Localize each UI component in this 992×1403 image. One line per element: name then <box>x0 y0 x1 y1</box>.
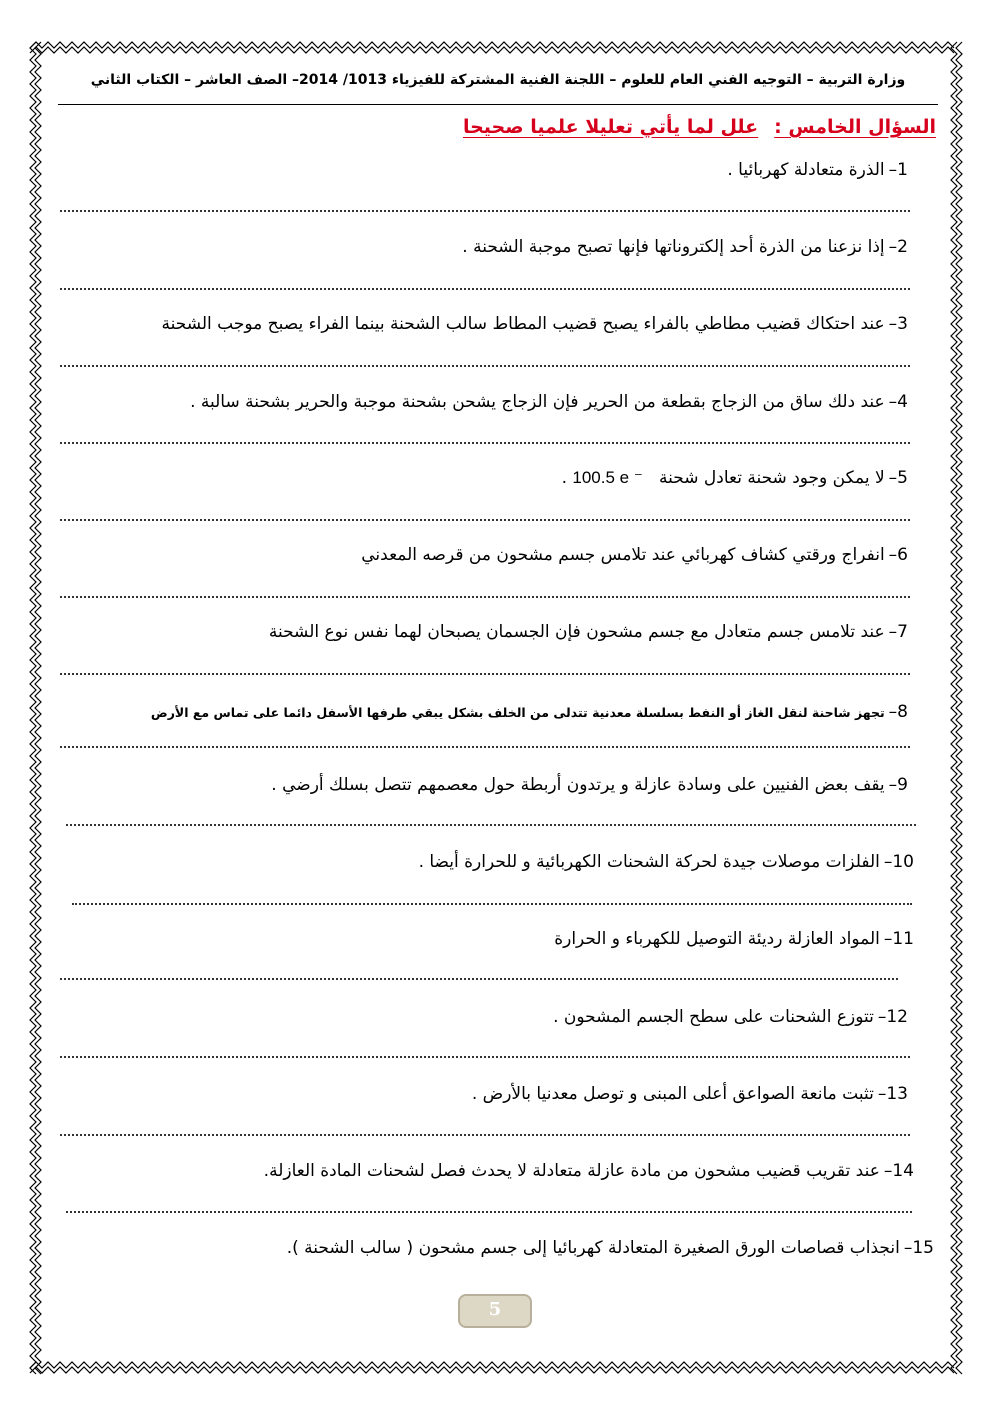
question-8: 8–تجهز شاحنة لنقل الغاز أو النفط بسلسلة معدنية تتدلى من الخلف بشكل يبقي طرفها الأسفل دائما على تماس مع الأرض <box>150 702 908 722</box>
question-15: 15–انجذاب قصاصات الورق الصغيرة المتعادلة كهربائيا إلى جسم مشحون ( سالب الشحنة ). <box>286 1238 934 1258</box>
answer-line <box>60 361 910 367</box>
border-zigzag <box>30 1367 954 1373</box>
header-divider <box>58 104 938 105</box>
question-11: 11–المواد العازلة رديئة التوصيل للكهرباء و الحرارة <box>554 929 914 949</box>
page-header: وزارة التربية – التوجيه الفني العام للعلوم – اللجنة الفنية المشتركة للفيزياء 1013/ 2014– الصف العاشر – الكتاب الثاني <box>90 72 906 88</box>
border-zigzag <box>30 42 954 48</box>
border-zigzag <box>30 42 36 1374</box>
question-14: 14–عند تقريب قضيب مشحون من مادة عازلة متعادلة لا يحدث فصل لشحنات المادة العازلة. <box>263 1161 914 1181</box>
answer-line <box>60 974 898 980</box>
answer-line <box>60 1130 910 1136</box>
answer-line <box>72 899 912 905</box>
border-zigzag <box>951 42 957 1374</box>
section-title <box>463 116 936 138</box>
border-zigzag <box>956 42 962 1374</box>
question-3: 3–عند احتكاك قضيب مطاطي بالفراء يصبح قضيب المطاط سالب الشحنة بينما الفراء يصبح موجب الشحنة <box>161 314 908 334</box>
charge-value: 100.5 e ⁻ <box>572 468 643 487</box>
answer-line <box>60 669 910 675</box>
question-12: 12–تتوزع الشحنات على سطح الجسم المشحون . <box>553 1007 908 1027</box>
answer-line <box>60 1052 910 1058</box>
page-number: 5 <box>458 1294 532 1328</box>
question-4: 4–عند دلك ساق من الزجاج بقطعة من الحرير فإن الزجاج يشحن بشحنة موجبة والحرير بشحنة سالبة . <box>190 392 908 412</box>
question-13: 13–تثبت مانعة الصواعق أعلى المبنى و توصل معدنيا بالأرض . <box>471 1084 908 1104</box>
question-10: 10–الفلزات موصلات جيدة لحركة الشحنات الكهربائية و للحرارة أيضا . <box>418 852 914 872</box>
border-zigzag <box>30 47 954 53</box>
question-6: 6–انفراج ورقتي كشاف كهربائي عند تلامس جسم مشحون من قرصه المعدني <box>361 545 908 565</box>
border-zigzag <box>35 42 41 1374</box>
question-7: 7–عند تلامس جسم متعادل مع جسم مشحون فإن الجسمان يصبحان لهما نفس نوع الشحنة <box>268 622 908 642</box>
answer-line <box>60 438 910 444</box>
section-instruction: علل لما يأتي تعليلا علميا صحيحا <box>462 116 759 138</box>
question-5: 5–لا يمكن وجود شحنة تعادل شحنة 100.5 e ⁻ . <box>561 468 908 488</box>
section-label: السؤال الخامس : <box>774 116 936 138</box>
answer-line <box>60 592 910 598</box>
question-2: 2–إذا نزعنا من الذرة أحد إلكتروناتها فإنها تصبح موجبة الشحنة . <box>462 237 908 257</box>
answer-line <box>66 820 916 826</box>
question-9: 9–يقف بعض الفنيين على وسادة عازلة و يرتدون أربطة حول معصمهم تتصل بسلك أرضي . <box>271 775 908 795</box>
answer-line <box>60 742 910 748</box>
answer-line <box>60 206 910 212</box>
answer-line <box>60 284 910 290</box>
border-zigzag <box>30 1362 954 1368</box>
question-1: 1–الذرة متعادلة كهربائيا . <box>727 160 908 180</box>
answer-line <box>60 515 910 521</box>
answer-line <box>66 1207 912 1213</box>
